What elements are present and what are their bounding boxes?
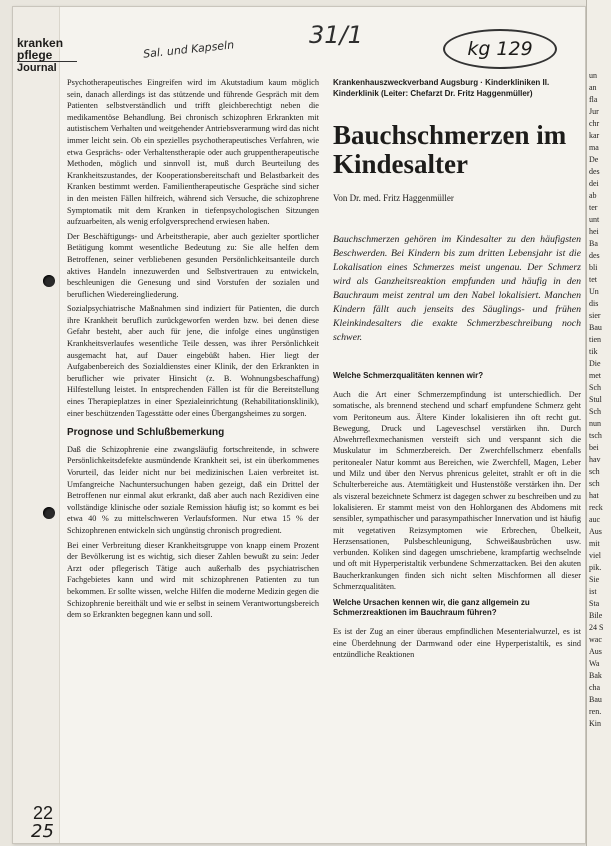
subheading: Welche Schmerzqualitäten kennen wir? <box>333 371 484 380</box>
next-page-fragment: Un <box>589 287 599 296</box>
next-page-fragment: Ba <box>589 239 598 248</box>
next-page-fragment: unt <box>589 215 600 224</box>
next-page-fragment: dis <box>589 299 599 308</box>
next-page-fragment: tik <box>589 347 598 356</box>
next-page-fragment: Sch <box>589 407 601 416</box>
next-page-fragment: Jur <box>589 107 599 116</box>
next-page-fragment: auc <box>589 515 601 524</box>
next-page-fragment: bei <box>589 443 599 452</box>
next-page-fragment: viel <box>589 551 601 560</box>
binder-margin <box>13 7 60 843</box>
next-page-fragment: Die <box>589 359 601 368</box>
next-page-fragment: fla <box>589 95 598 104</box>
handwritten-page-number: 25 <box>31 821 54 842</box>
next-page-fragment: Aus <box>589 647 602 656</box>
next-page-fragment: un <box>589 71 597 80</box>
institution-line: Krankenhauszweckverband Augsburg · Kinderkliniken II. Kinderklinik (Leiter: Chefarzt Dr. Fritz Haggenmüller) <box>333 78 550 98</box>
next-page-fragment: sch <box>589 479 600 488</box>
next-page-fragment: kar <box>589 131 600 140</box>
page-number: 22 <box>33 803 54 823</box>
next-page-fragment: ter <box>589 203 598 212</box>
next-page-fragment: Sch <box>589 383 601 392</box>
next-page-fragment: met <box>589 371 601 380</box>
next-page-fragment: hav <box>589 455 601 464</box>
next-page-fragment: des <box>589 251 600 260</box>
next-page-fragment: nun <box>589 419 601 428</box>
next-page-fragment: Kin <box>589 719 601 728</box>
left-paragraph: Psychotherapeutisches Eingreifen wird im Akutstadium kaum möglich sein, danach allerdings ist das stützende und führende Gespräch mit dem Patienten selbstverständlich und trifft gleichberechtigt neben die medikamentöse Behandlung. Bei chronisch schizophren Erkrankten mit autistischem Verhalten und weitgehender Antriebsverarmung wird das nicht immer leicht sein. Ob ein spezielles psychotherapeutisches Verfahren, wie etwa Gesprächs- oder Verhaltenstherapie oder auch gruppentherapeutische Methoden, möglich und sinnvoll ist, muß durch Beurteilung des Krankheitszustandes, der Kooperationsbereitschaft und Belastbarkeit des Kranken bestimmt werden. Familientherapeutische Gespräche sind sicher in den meisten Fällen hilfreich, während sich Versuche, die schizophrene Symptomatik mit dem Kranken in tiefenpsychologischen Sitzungen aufzuarbeiten, als wenig erfolgversprechend erwiesen haben. <box>67 78 319 227</box>
left-paragraph: Daß die Schizophrenie eine zwangsläufig fortschreitende, in schwere Persönlichkeitsdefekte ausmündende Krankheit sei, ist ein überkommenes Vorurteil, das leider nicht nur bei medizinischen Laien verbreitet ist. Umfangreiche Nachuntersuchungen haben gezeigt, daß ein Drittel der Betroffenen nur einmal akut erkrankt, daß aber auch nach Rezidiven eine vollständige klinische oder soziale Remission häufig ist; so kommt es bei etwa 40 % zu mittelschweren Verlaufsformen. Nur etwa 15 % der Schizophrenen entwickeln sich ungünstig chronisch progredient. <box>67 444 319 535</box>
body-paragraph: Auch die Art einer Schmerzempfindung ist unterschiedlich. Der somatische, als brennend stechend und scharf empfundene Schmerz geht vom Peritoneum aus. Ältere Kinder lokalisieren ihn oft recht gut. Bewegung, Druck und Lageveschsel verstärken ihn. Durch Abwehrreflexmechanismen versteift sich und verspannt sich die Muskulatur im Schmerzbereich. Der Zwerchfellschmerz ebenfalls peritonealer Natur kommt aus Bereichen, wie Zwerchfell, Magen, Leber und Milz und über den Nervus phrenicus geleitet, strahlt er oft in die Schulterbereiche aus. Atemtätigkeit und Hustenstöße verstärken ihn. Der als viszeral bezeichnete Schmerz ist dagegen schwer zu beschreiben und zu lokalisieren. Er stammt meist von den Hohlorganen des Abdomens mit sensibler, sympathischer und parasympathischer Innervation und ist häufig mit vegetativen Reizsymptomen wie Erbrechen, Übelkeit, Herzsensationen, Pulsbeschleunigung, Schweißausbrüchen usw. verbunden. Koliken sind dagegen umschriebene, krampfartig wechselnde und oft mit Hyperperistaltik verbundene Schmerzattacken. Bei den akuten Baucherkrankungen finden sich nicht selten Mischformen all dieser Schmerzqualitäten. <box>333 390 581 592</box>
next-page-fragment: mit <box>589 539 600 548</box>
next-page-fragment: Bau <box>589 323 602 332</box>
masthead-line1: kranken <box>17 36 64 50</box>
punch-hole <box>43 275 55 287</box>
next-page-fragment: tsch <box>589 431 602 440</box>
next-page-fragment: sier <box>589 311 601 320</box>
next-page-fragment: tien <box>589 335 601 344</box>
article-author: Von Dr. med. Fritz Haggenmüller <box>333 193 454 203</box>
next-page-fragment: tet <box>589 275 597 284</box>
next-page-fragment: ab <box>589 191 597 200</box>
masthead-line2: pflege <box>17 48 53 62</box>
next-page-fragment: pik. <box>589 563 602 572</box>
next-page-fragment: Bak <box>589 671 602 680</box>
section-heading: Prognose und Schlußbemerkung <box>67 427 225 439</box>
next-page-fragment: reck <box>589 503 603 512</box>
next-page-fragment: ren. <box>589 707 602 716</box>
right-column <box>333 77 581 666</box>
next-page-fragment: cha <box>589 683 601 692</box>
left-paragraph: Bei einer Verbreitung dieser Krankheitsgruppe von knapp einem Prozent der Bevölkerung ist es wichtig, sich dieser Zahlen bewußt zu sein: Jeder Arzt oder pflegerisch Tätige auch außerhalb des psychiatrischen Fachgebietes kann und wird mit schizophrenen Patienten zu tun bekommen. Er sollte wissen, welche Hilfen die moderne Medizin gegen die Schizophrenie bereithält und wie er selbst in seinem Verantwortungsbereich dem so Erkrankten begegnen kann und soll. <box>67 540 319 620</box>
next-page-fragment: ist <box>589 587 597 596</box>
body-paragraph: Es ist der Zug an einer überaus empfindlichen Mesenterialwurzel, es ist eine Überdehnung der Darmwand oder eine Hyperperistaltik, es sind entzündliche Reaktionen <box>333 627 581 659</box>
next-page-fragment: bli <box>589 263 598 272</box>
left-column <box>67 77 319 624</box>
handwritten-note: Sal. und Kapseln <box>142 38 235 61</box>
handwritten-id-circle: kg 129 <box>443 29 557 69</box>
left-paragraph: Sozialpsychiatrische Maßnahmen sind indiziert für Patienten, die durch ihre Krankheit beruflich zurückgeworfen werden bzw. bei denen diese Gefahr besteht, aber auch für jene, die infolge eines ungünstigen Krankheitsverlaufes wesentliche Teile dessen, was ihrer Persönlichkeit ausgemacht hat, auf Dauer eingebüßt haben. Hier liegt der Aufgabenbereich des Sozialdienstes einer Klinik, der den Erkrankten in beruflicher wie privater Hinsicht (z. B. Wohnungsbeschaffung) Hilfestellung leistet. In entsprechenden Fällen ist für die Bereitstellung eines Therapieplatzes in einer Spezialeinrichtung (Rehabilitationsklinik), einer beschützenden Tagesstätte oder eines Übergangsheimes zu sorgen. <box>67 304 319 418</box>
next-page-fragment: Sta <box>589 599 600 608</box>
journal-masthead <box>17 37 77 74</box>
next-page-fragment: Wa <box>589 659 600 668</box>
next-page-fragment: an <box>589 83 597 92</box>
next-page-fragment: ma <box>589 143 599 152</box>
next-page-fragment: De <box>589 155 599 164</box>
punch-hole <box>43 507 55 519</box>
magazine-page <box>12 6 586 844</box>
subheading: Welche Ursachen kennen wir, die ganz allgemein zu Schmerzreaktionen im Bauchraum führen? <box>333 598 530 618</box>
next-page-fragment: des <box>589 167 600 176</box>
masthead-line3: Journal <box>17 61 77 74</box>
next-page-fragment: sch <box>589 467 600 476</box>
left-paragraph: Der Beschäftigungs- und Arbeitstherapie, aber auch gezielter sportlicher Betätigung kommt wesentliche Bedeutung zu: Sie alle helfen dem Betroffenen, seiner verbliebenen gesunden Persönlichkeitsanteile durch aktives Handeln innezuwerden und Selbstvertrauen zu entwickeln, beschleunigen die Genesung und sind Vorstufen der sozialen und beruflichen Wiedereingliederung. <box>67 231 319 299</box>
adjacent-page-edge <box>586 0 611 846</box>
next-page-fragment: Bile <box>589 611 603 620</box>
handwritten-code: 31/1 <box>309 21 363 49</box>
next-page-fragment: hat <box>589 491 599 500</box>
next-page-fragment: Aus <box>589 527 602 536</box>
next-page-fragment: chr <box>589 119 600 128</box>
next-page-fragment: wac <box>589 635 602 644</box>
next-page-fragment: hei <box>589 227 599 236</box>
next-page-fragment: Sie <box>589 575 600 584</box>
next-page-fragment: Bau <box>589 695 602 704</box>
next-page-fragment: 24 S <box>589 623 604 632</box>
article-lead: Bauchschmerzen gehören im Kindesalter zu den häufigsten Beschwerden. Bei Kindern bis zum dritten Lebensjahr ist die Lokalisation eines Schmerzes meist ungenau. Der Schmerz wird als Ganzheitsreaktion empfunden und häufig in den Bauchraum meist zentral um den Nabel lokalisiert. Manchen Kindern fällt auch jenseits des Säuglings- und frühen Kleinkindesalters die exakte Schmerzbeschreibung noch schwer. <box>333 234 581 343</box>
article-title: Bauchschmerzen im Kindesalter <box>333 120 567 179</box>
next-page-fragment: Stul <box>589 395 602 404</box>
next-page-fragment: dei <box>589 179 599 188</box>
